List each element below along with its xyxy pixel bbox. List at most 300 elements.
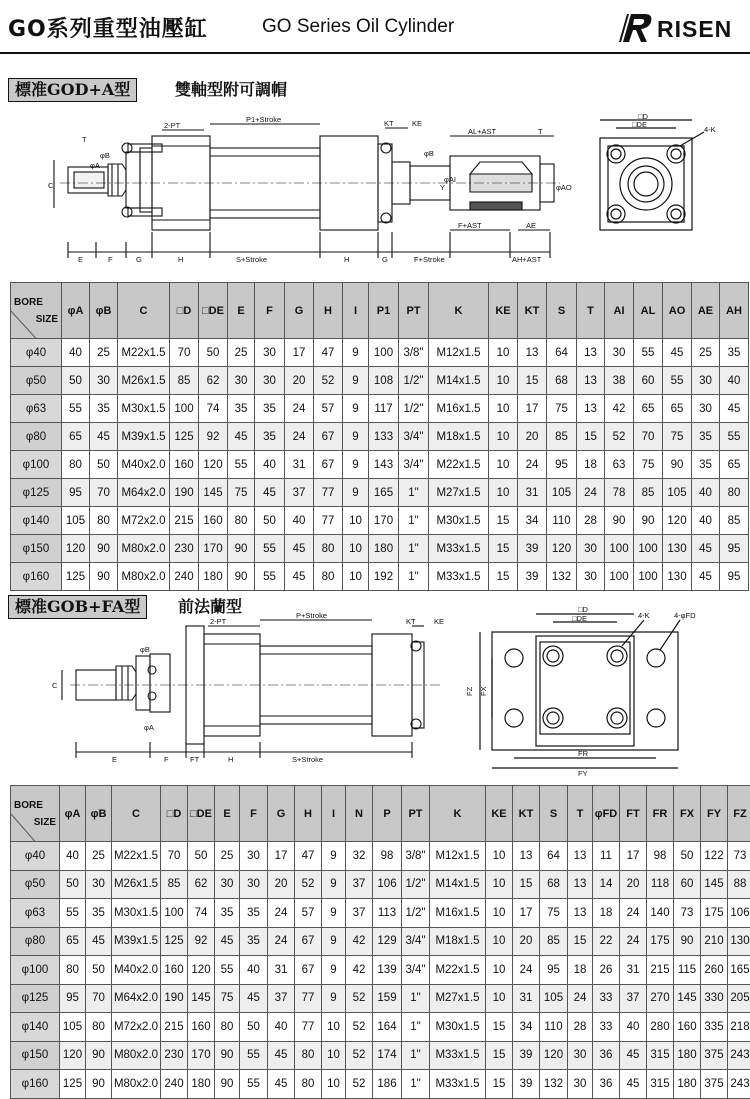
table-cell: 160 (161, 956, 188, 985)
table-cell: 39 (518, 563, 547, 591)
table-cell: 315 (647, 1041, 674, 1070)
table-cell: 24 (268, 899, 295, 928)
table-cell: M27x1.5 (430, 984, 486, 1013)
label-k: 4-K (704, 125, 716, 134)
label-c: C (52, 681, 58, 690)
table-cell: 110 (540, 1013, 568, 1042)
table-cell: 240 (170, 563, 199, 591)
table-cell: 105 (663, 479, 692, 507)
table-cell: 106 (728, 899, 750, 928)
table-cell: 1" (399, 563, 429, 591)
table-cell: 57 (314, 395, 343, 423)
table-cell: 31 (513, 984, 540, 1013)
table-cell: 52 (346, 1013, 373, 1042)
table-cell: 77 (295, 984, 322, 1013)
table-cell: 78 (605, 479, 634, 507)
table-cell: 13 (577, 339, 605, 367)
table-cell: 52 (314, 367, 343, 395)
table-cell: 133 (369, 423, 399, 451)
label-pt: 2-PT (164, 121, 181, 130)
table-cell: 80 (295, 1070, 322, 1099)
table-cell: 230 (170, 535, 199, 563)
table-cell: 80 (90, 507, 118, 535)
table-cell: 90 (228, 563, 255, 591)
table-cell: M22x1.5 (429, 451, 489, 479)
col-header: I (322, 786, 346, 842)
label-kt: KT (406, 617, 416, 626)
label-ao: φAO (556, 183, 572, 192)
col-header: FR (647, 786, 674, 842)
table-cell: 30 (568, 1070, 593, 1099)
table-cell: 1/2" (402, 870, 430, 899)
table-cell: 9 (343, 367, 369, 395)
table-cell: 40 (255, 451, 285, 479)
table-cell: M30x1.5 (118, 395, 170, 423)
table-cell: 52 (605, 423, 634, 451)
table-cell: 24 (285, 423, 314, 451)
table-cell: 70 (86, 984, 112, 1013)
bore-cell: φ63 (11, 395, 62, 423)
table-cell: 92 (188, 927, 215, 956)
col-header: AO (663, 283, 692, 339)
table-cell: 50 (199, 339, 228, 367)
table-cell: 130 (663, 535, 692, 563)
table-cell: 74 (188, 899, 215, 928)
col-header: G (268, 786, 295, 842)
table-cell: 15 (489, 535, 518, 563)
table-cell: 180 (188, 1070, 215, 1099)
label-f: F (108, 255, 113, 264)
table-cell: 1" (402, 1013, 430, 1042)
col-header: KT (513, 786, 540, 842)
table-cell: 31 (620, 956, 647, 985)
table-cell: 85 (540, 927, 568, 956)
label-de: □DE (632, 120, 647, 129)
col-header: P1 (369, 283, 399, 339)
table-cell: 47 (295, 842, 322, 871)
table-cell: 80 (314, 563, 343, 591)
table-cell: 9 (343, 395, 369, 423)
table-cell: 68 (540, 870, 568, 899)
table-cell: 75 (663, 423, 692, 451)
table-cell: M30x1.5 (430, 1013, 486, 1042)
label-fy: FY (578, 769, 588, 778)
table-cell: 35 (255, 395, 285, 423)
col-header: T (577, 283, 605, 339)
table-cell: 15 (577, 423, 605, 451)
table-cell: 105 (60, 1013, 86, 1042)
table-cell: 40 (692, 479, 720, 507)
table-cell: 280 (647, 1013, 674, 1042)
table-cell: 98 (373, 842, 402, 871)
col-header: □D (170, 283, 199, 339)
table-cell: 10 (489, 451, 518, 479)
table-cell: M33x1.5 (429, 535, 489, 563)
drawing-god-side-view (40, 112, 750, 284)
table-cell: 80 (228, 507, 255, 535)
table-cell: 30 (605, 339, 634, 367)
table-cell: 80 (86, 1013, 112, 1042)
table-cell: 145 (188, 984, 215, 1013)
table-cell: 40 (62, 339, 90, 367)
table-cell: M14x1.5 (430, 870, 486, 899)
table-cell: M72x2.0 (112, 1013, 161, 1042)
table-cell: 40 (620, 1013, 647, 1042)
spec-table-gob-body (11, 842, 750, 1099)
table-cell: 145 (199, 479, 228, 507)
table-cell: 85 (634, 479, 663, 507)
table-cell: 85 (161, 870, 188, 899)
table-cell: 10 (486, 984, 513, 1013)
table-cell: 95 (720, 535, 749, 563)
table-cell: 60 (674, 870, 701, 899)
label-e: E (112, 755, 117, 764)
table-cell: 165 (728, 956, 750, 985)
table-cell: 25 (215, 842, 240, 871)
table-cell: 45 (86, 927, 112, 956)
table-cell: 75 (215, 984, 240, 1013)
table-cell: 70 (170, 339, 199, 367)
table-cell: 30 (255, 339, 285, 367)
table-cell: 180 (674, 1041, 701, 1070)
table-cell: 24 (620, 927, 647, 956)
table-cell: 3/4" (399, 451, 429, 479)
table-row (11, 1013, 750, 1042)
table-cell: 37 (620, 984, 647, 1013)
table-cell: 33 (593, 984, 620, 1013)
table-cell: M16x1.5 (430, 899, 486, 928)
table-cell: 77 (314, 479, 343, 507)
table-cell: 52 (346, 984, 373, 1013)
table-cell: 130 (663, 563, 692, 591)
table-cell: 13 (577, 367, 605, 395)
label-phi-b: φB (424, 149, 434, 158)
table-cell: 65 (62, 423, 90, 451)
table-cell: 15 (486, 1070, 513, 1099)
table-cell: 24 (513, 956, 540, 985)
table-cell: M64x2.0 (118, 479, 170, 507)
table-cell: 30 (215, 870, 240, 899)
label-a: φA (90, 161, 100, 170)
table-cell: 35 (692, 423, 720, 451)
table-cell: 15 (518, 367, 547, 395)
table-row (11, 535, 749, 563)
table-cell: 3/4" (402, 956, 430, 985)
table-cell: 243 (728, 1070, 750, 1099)
table-cell: 63 (605, 451, 634, 479)
table-cell: 55 (62, 395, 90, 423)
table-cell: 70 (161, 842, 188, 871)
table-cell: 73 (674, 899, 701, 928)
table-cell: M40x2.0 (112, 956, 161, 985)
table-cell: 73 (728, 842, 750, 871)
col-header: AH (720, 283, 749, 339)
table-cell: 26 (593, 956, 620, 985)
table-cell: 39 (513, 1041, 540, 1070)
table-cell: 68 (547, 367, 577, 395)
table-cell: M80x2.0 (112, 1070, 161, 1099)
table-cell: 45 (720, 395, 749, 423)
table-cell: 10 (343, 563, 369, 591)
table-cell: 45 (620, 1070, 647, 1099)
page-subtitle: GO Series Oil Cylinder (262, 16, 454, 38)
col-header: AI (605, 283, 634, 339)
table-cell: 45 (90, 423, 118, 451)
table-cell: 129 (373, 927, 402, 956)
table-cell: 67 (314, 423, 343, 451)
table-cell: 55 (255, 563, 285, 591)
size-label: SIZE (34, 817, 56, 828)
col-header: G (285, 283, 314, 339)
table-cell: 11 (593, 842, 620, 871)
table-cell: 9 (322, 956, 346, 985)
table-row (11, 870, 750, 899)
table-cell: 40 (720, 367, 749, 395)
table-cell: 20 (513, 927, 540, 956)
table-cell: 50 (255, 507, 285, 535)
table-cell: 90 (90, 535, 118, 563)
bore-cell: φ40 (11, 842, 60, 871)
label-ke: KE (412, 119, 422, 128)
table-cell: 3/8" (402, 842, 430, 871)
table-cell: 215 (170, 507, 199, 535)
table-row (11, 563, 749, 591)
table-cell: 37 (346, 870, 373, 899)
table-cell: 45 (268, 1070, 295, 1099)
table-cell: 35 (228, 395, 255, 423)
table-cell: 45 (692, 563, 720, 591)
table-cell: 10 (489, 479, 518, 507)
table-cell: 170 (188, 1041, 215, 1070)
table-cell: 67 (314, 451, 343, 479)
table-cell: 90 (215, 1070, 240, 1099)
bore-cell: φ140 (11, 1013, 60, 1042)
section-description: 雙軸型附可調帽 (175, 79, 287, 101)
table-cell: M33x1.5 (430, 1041, 486, 1070)
table-cell: 33 (593, 1013, 620, 1042)
col-header: AE (692, 283, 720, 339)
table-cell: 35 (90, 395, 118, 423)
table-cell: 50 (60, 870, 86, 899)
table-cell: 143 (369, 451, 399, 479)
col-header: KT (518, 283, 547, 339)
table-cell: 15 (489, 563, 518, 591)
label-fx: FX (479, 686, 488, 696)
table-cell: 160 (188, 1013, 215, 1042)
table-cell: 31 (285, 451, 314, 479)
table-cell: 139 (373, 956, 402, 985)
bore-cell: φ80 (11, 423, 62, 451)
table-cell: 160 (170, 451, 199, 479)
table-cell: 140 (647, 899, 674, 928)
table-cell: 65 (60, 927, 86, 956)
table-cell: 3/4" (399, 423, 429, 451)
table-cell: 42 (605, 395, 634, 423)
table-cell: 145 (674, 984, 701, 1013)
spec-table-gob (10, 785, 750, 1099)
table-cell: 159 (373, 984, 402, 1013)
label-de: □DE (572, 614, 587, 623)
table-cell: 45 (285, 563, 314, 591)
spec-table-god (10, 282, 749, 591)
table-cell: 15 (489, 507, 518, 535)
table-cell: 77 (295, 1013, 322, 1042)
table-cell: 95 (60, 984, 86, 1013)
bore-cell: φ150 (11, 1041, 60, 1070)
table-cell: 37 (268, 984, 295, 1013)
table-cell: 15 (513, 870, 540, 899)
table-cell: 85 (547, 423, 577, 451)
table-cell: 42 (346, 956, 373, 985)
table-cell: 15 (486, 1041, 513, 1070)
table-cell: 175 (647, 927, 674, 956)
table-cell: 165 (369, 479, 399, 507)
table-cell: 1/2" (402, 899, 430, 928)
label-ae: AE (526, 221, 536, 230)
table-cell: 50 (62, 367, 90, 395)
table-cell: M39x1.5 (118, 423, 170, 451)
table-cell: 10 (486, 842, 513, 871)
table-cell: 218 (728, 1013, 750, 1042)
table-cell: M30x1.5 (112, 899, 161, 928)
label-s-stroke: S+Stroke (236, 255, 267, 264)
col-header: E (215, 786, 240, 842)
table-cell: M80x2.0 (118, 563, 170, 591)
table-cell: 190 (161, 984, 188, 1013)
table-cell: 130 (728, 927, 750, 956)
bore-cell: φ50 (11, 870, 60, 899)
table-cell: 40 (240, 956, 268, 985)
table-cell: 9 (343, 451, 369, 479)
label-e: E (78, 255, 83, 264)
table-cell: 95 (720, 563, 749, 591)
table-cell: 32 (346, 842, 373, 871)
table-cell: 230 (161, 1041, 188, 1070)
label-ft: FT (190, 755, 200, 764)
col-header: S (540, 786, 568, 842)
table-cell: 90 (605, 507, 634, 535)
table-cell: 55 (240, 1070, 268, 1099)
table-cell: 260 (701, 956, 728, 985)
table-cell: 30 (692, 367, 720, 395)
page-header (0, 0, 750, 56)
label-k: 4-K (638, 611, 650, 620)
table-cell: 9 (322, 842, 346, 871)
table-cell: 45 (663, 339, 692, 367)
table-cell: 35 (720, 339, 749, 367)
table-cell: 10 (489, 423, 518, 451)
col-header: T (568, 786, 593, 842)
table-cell: 15 (568, 927, 593, 956)
table-cell: 3/4" (402, 927, 430, 956)
col-header: φFD (593, 786, 620, 842)
table-row (11, 899, 750, 928)
table-cell: 95 (62, 479, 90, 507)
table-cell: 100 (634, 535, 663, 563)
table-cell: 120 (663, 507, 692, 535)
col-header: F (240, 786, 268, 842)
brand-mark-icon (617, 10, 657, 46)
label-kt: KT (384, 119, 394, 128)
brand-name: RISEN (657, 16, 732, 43)
table-cell: 100 (369, 339, 399, 367)
table-cell: 80 (720, 479, 749, 507)
col-header: □D (161, 786, 188, 842)
table-cell: 30 (90, 367, 118, 395)
table-cell: 25 (692, 339, 720, 367)
table-cell: 14 (593, 870, 620, 899)
bore-cell: φ125 (11, 479, 62, 507)
table-cell: 74 (199, 395, 228, 423)
label-fr: FR (578, 749, 589, 758)
table-cell: 55 (60, 899, 86, 928)
bore-label: BORE (14, 297, 43, 308)
table-cell: 55 (228, 451, 255, 479)
size-label: SIZE (36, 314, 58, 325)
label-b: φB (100, 151, 110, 160)
label-c: C (48, 181, 54, 190)
table-row (11, 423, 749, 451)
label-d: □D (578, 606, 589, 614)
bore-cell: φ100 (11, 956, 60, 985)
table-cell: 120 (547, 535, 577, 563)
table-cell: 90 (90, 563, 118, 591)
table-cell: 50 (86, 956, 112, 985)
table-cell: 108 (369, 367, 399, 395)
table-cell: 13 (518, 339, 547, 367)
table-cell: 67 (295, 956, 322, 985)
table-cell: 1/2" (399, 395, 429, 423)
table-cell: 38 (605, 367, 634, 395)
table-cell: 45 (620, 1041, 647, 1070)
bore-cell: φ100 (11, 451, 62, 479)
table-cell: 100 (161, 899, 188, 928)
table-row (11, 395, 749, 423)
table-cell: M14x1.5 (429, 367, 489, 395)
col-header: φA (62, 283, 90, 339)
table-cell: M40x2.0 (118, 451, 170, 479)
header-rule (0, 52, 750, 54)
table-cell: 120 (62, 535, 90, 563)
table-cell: 75 (228, 479, 255, 507)
label-ah-ast: AH+AST (512, 255, 542, 264)
table-cell: 37 (285, 479, 314, 507)
table-cell: 10 (343, 507, 369, 535)
table-cell: 105 (540, 984, 568, 1013)
bore-cell: φ125 (11, 984, 60, 1013)
brand-logo (617, 10, 745, 46)
section-tag: 標准GOD+A型 (8, 78, 137, 102)
label-f-stroke: F+Stroke (414, 255, 445, 264)
table-cell: 115 (674, 956, 701, 985)
table-cell: 64 (540, 842, 568, 871)
table-cell: 85 (170, 367, 199, 395)
table-cell: 125 (60, 1070, 86, 1099)
table-cell: 125 (62, 563, 90, 591)
table-cell: 20 (268, 870, 295, 899)
table-cell: 215 (161, 1013, 188, 1042)
table-cell: 40 (60, 842, 86, 871)
label-s-stroke: S+Stroke (292, 755, 323, 764)
table-cell: 35 (692, 451, 720, 479)
table-cell: 95 (540, 956, 568, 985)
label-f: F (164, 755, 169, 764)
table-cell: 95 (547, 451, 577, 479)
table-cell: 24 (568, 984, 593, 1013)
col-header: FZ (728, 786, 750, 842)
table-cell: 180 (199, 563, 228, 591)
table-cell: 192 (369, 563, 399, 591)
